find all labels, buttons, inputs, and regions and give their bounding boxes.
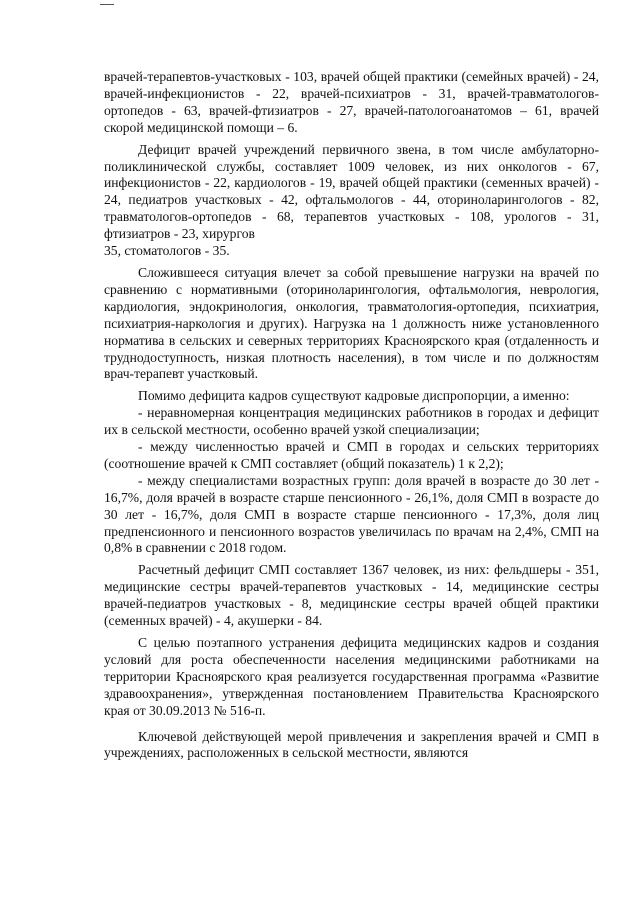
- paragraph-deficit-continuation: 35, стоматологов - 35.: [104, 243, 230, 259]
- paragraph-disproportions-intro: Помимо дефицита кадров существуют кадровые диспропорции, а именно:: [138, 388, 570, 404]
- list-item-age-groups: - между специалистами возрастных групп: доля врачей в возрасте до 30 лет - 16,7%, доля врачей в возрасте старше пенсионного - 26,1%, доля СМП в возрасте до 30 лет - 16,7%, доля СМП в возрасте старше пенсионного - 17,3%, доля лиц предпенсионного и пенсионного возрастов увеличилась по врачам на 2,4%, СМП на 0,8% в сравнении с 2018 годом.: [104, 472, 599, 556]
- list-item-uneven-concentration: - неравномерная концентрация медицинских работников в городах и дефицит их в сельской местности, особенно врачей узкой специализации;: [104, 405, 599, 438]
- list-item-doctor-nurse-ratio: - между численностью врачей и СМП в городах и сельских территориях (соотношение врачей к СМП составляет (общий показатель) 1 к 2,2);: [104, 439, 599, 471]
- paragraph-state-program: С целью поэтапного устранения дефицита медицинских кадров и создания условий для роста обеспеченности населения медицинскими работниками на территории Красноярского края реализуется государственная программа «Развитие здравоохранения», утвержденная постановлением Правительства Красноярского края от 30.09.2013 № 516-п.: [104, 635, 599, 718]
- paragraph-specialists-list: врачей-терапевтов-участковых - 103, врачей общей практики (семейных врачей) - 24, врачей-инфекционистов - 22, врачей-психиатров - 31, врачей-травматологов-ортопедов - 63, врачей-фтизиатров - 27, врачей-патологоанатомов – 61, врачей скорой медицинской помощи – 6.: [104, 69, 599, 135]
- paragraph-workload: Сложившееся ситуация влечет за собой превышение нагрузки на врачей по сравнению с нормативными (оториноларингология, офтальмология, неврология, кардиология, эндокринология, онкология, травматология-ортопедия, психиатрия, психиатрия-наркология и других). Нагрузка на 1 должность ниже установленного норматива в сельских и северных территориях Красноярского края (отдаленность и труднодоступность, низкая плотность населения), в том числе и по должностям врач-терапевт участковый.: [104, 264, 599, 382]
- paragraph-key-measure: Ключевой действующей мерой привлечения и закрепления врачей и СМП в учреждениях, расположенных в сельской местности, являются: [104, 728, 599, 761]
- paragraph-nurse-deficit: Расчетный дефицит СМП составляет 1367 человек, из них: фельдшеры - 351, медицинские сестры врачей-терапевтов участковых - 14, медицинские сестры врачей-педиатров участковых - 8, медицинские сестры врачей общей практики (семенных врачей) - 4, акушерки - 84.: [104, 562, 599, 629]
- document-body: [104, 69, 599, 762]
- paragraph-primary-care-deficit: Дефицит врачей учреждений первичного звена, в том числе амбулаторно-поликлинической службы, составляет 1009 человек, из них онкологов - 67, инфекционистов - 22, кардиологов - 19, врачей общей практики (семенных врачей) - 24, педиатров участковых - 42, офтальмологов - 44, оториноларингологов - 82, травматологов-ортопедов - 68, терапевтов участковых - 108, урологов - 31, фтизиатров - 23, хирургов: [104, 141, 599, 242]
- page-top-mark: [100, 4, 114, 5]
